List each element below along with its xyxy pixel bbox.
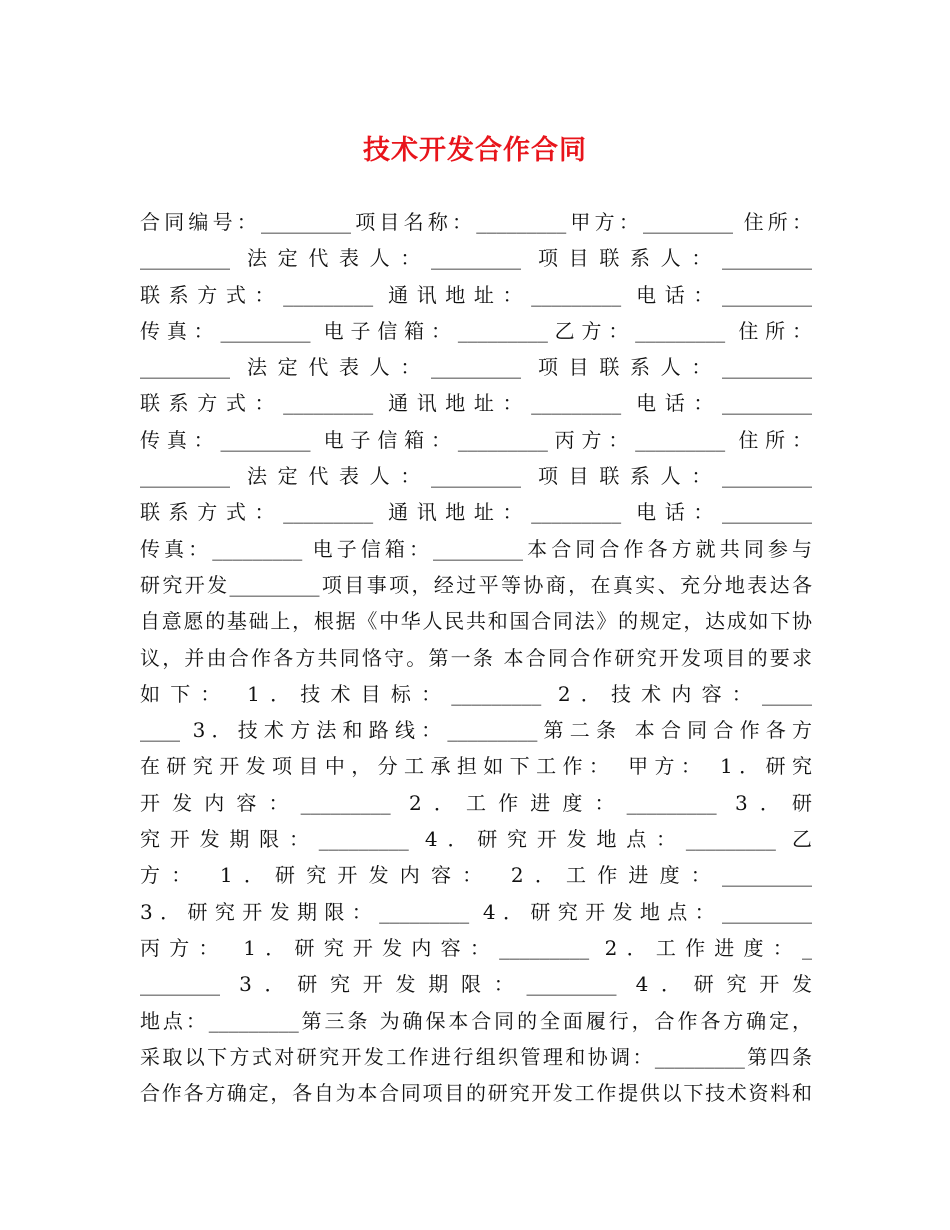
body-line: 究开发期限：_________ 4．研究开发地点：_________ 乙: [140, 827, 812, 852]
body-line: ____ 3．技术方法和路线：_________第二条 本合同合作各方: [140, 718, 812, 743]
document-title: 技术开发合作合同: [363, 135, 587, 166]
body-line: ________ 3．研究开发期限：_________ 4．研究开发: [140, 972, 812, 997]
body-line: 传真：_________ 电子信箱：_________乙方：_________ 住所：: [140, 318, 812, 343]
body-line: _________ 法定代表人：_________ 项目联系人：_________: [140, 246, 812, 271]
body-line: 开发内容：_________ 2．工作进度：_________ 3．研: [140, 790, 812, 815]
body-line: 丙方： 1．研究开发内容：_________ 2．工作进度：_: [140, 935, 812, 960]
body-line: 地点：_________第三条 为确保本合同的全面履行，合作各方确定，: [140, 1008, 812, 1033]
body-line: 联系方式：_________ 通讯地址：_________ 电话：_________: [140, 391, 812, 416]
body-line: 3．研究开发期限：_________ 4．研究开发地点：_________: [140, 899, 812, 924]
body-line: _________ 法定代表人：_________ 项目联系人：_________: [140, 464, 812, 489]
body-line: _________ 法定代表人：_________ 项目联系人：_________: [140, 355, 812, 380]
body-line: 研究开发_________项目事项，经过平等协商，在真实、充分地表达各: [140, 572, 812, 597]
body-line: 合同编号：_________项目名称：_________甲方：_________ 住所：: [140, 210, 812, 234]
body-line: 采取以下方式对研究开发工作进行组织管理和协调：_________第四条: [140, 1044, 812, 1069]
body-line: 在研究开发项目中，分工承担如下工作： 甲方： 1．研究: [140, 754, 812, 779]
document-body: [140, 204, 812, 1111]
body-line: 联系方式：_________ 通讯地址：_________ 电话：_________: [140, 282, 812, 307]
body-line: 议，并由合作各方共同恪守。第一条 本合同合作研究开发项目的要求: [140, 645, 812, 670]
body-line: 联系方式：_________ 通讯地址：_________ 电话：_________: [140, 500, 812, 525]
body-line: 方： 1．研究开发内容： 2．工作进度：_________: [140, 863, 812, 888]
body-line: 传真：_________ 电子信箱：_________本合同合作各方就共同参与: [140, 536, 812, 561]
body-line: 传真：_________ 电子信箱：_________丙方：_________ 住所：: [140, 427, 812, 452]
body-line: 如下： 1．技术目标：_________ 2．技术内容：_____: [140, 681, 812, 706]
body-line: 合作各方确定，各自为本合同项目的研究开发工作提供以下技术资料和: [140, 1081, 812, 1106]
body-line: 自意愿的基础上，根据《中华人民共和国合同法》的规定，达成如下协: [140, 609, 812, 634]
